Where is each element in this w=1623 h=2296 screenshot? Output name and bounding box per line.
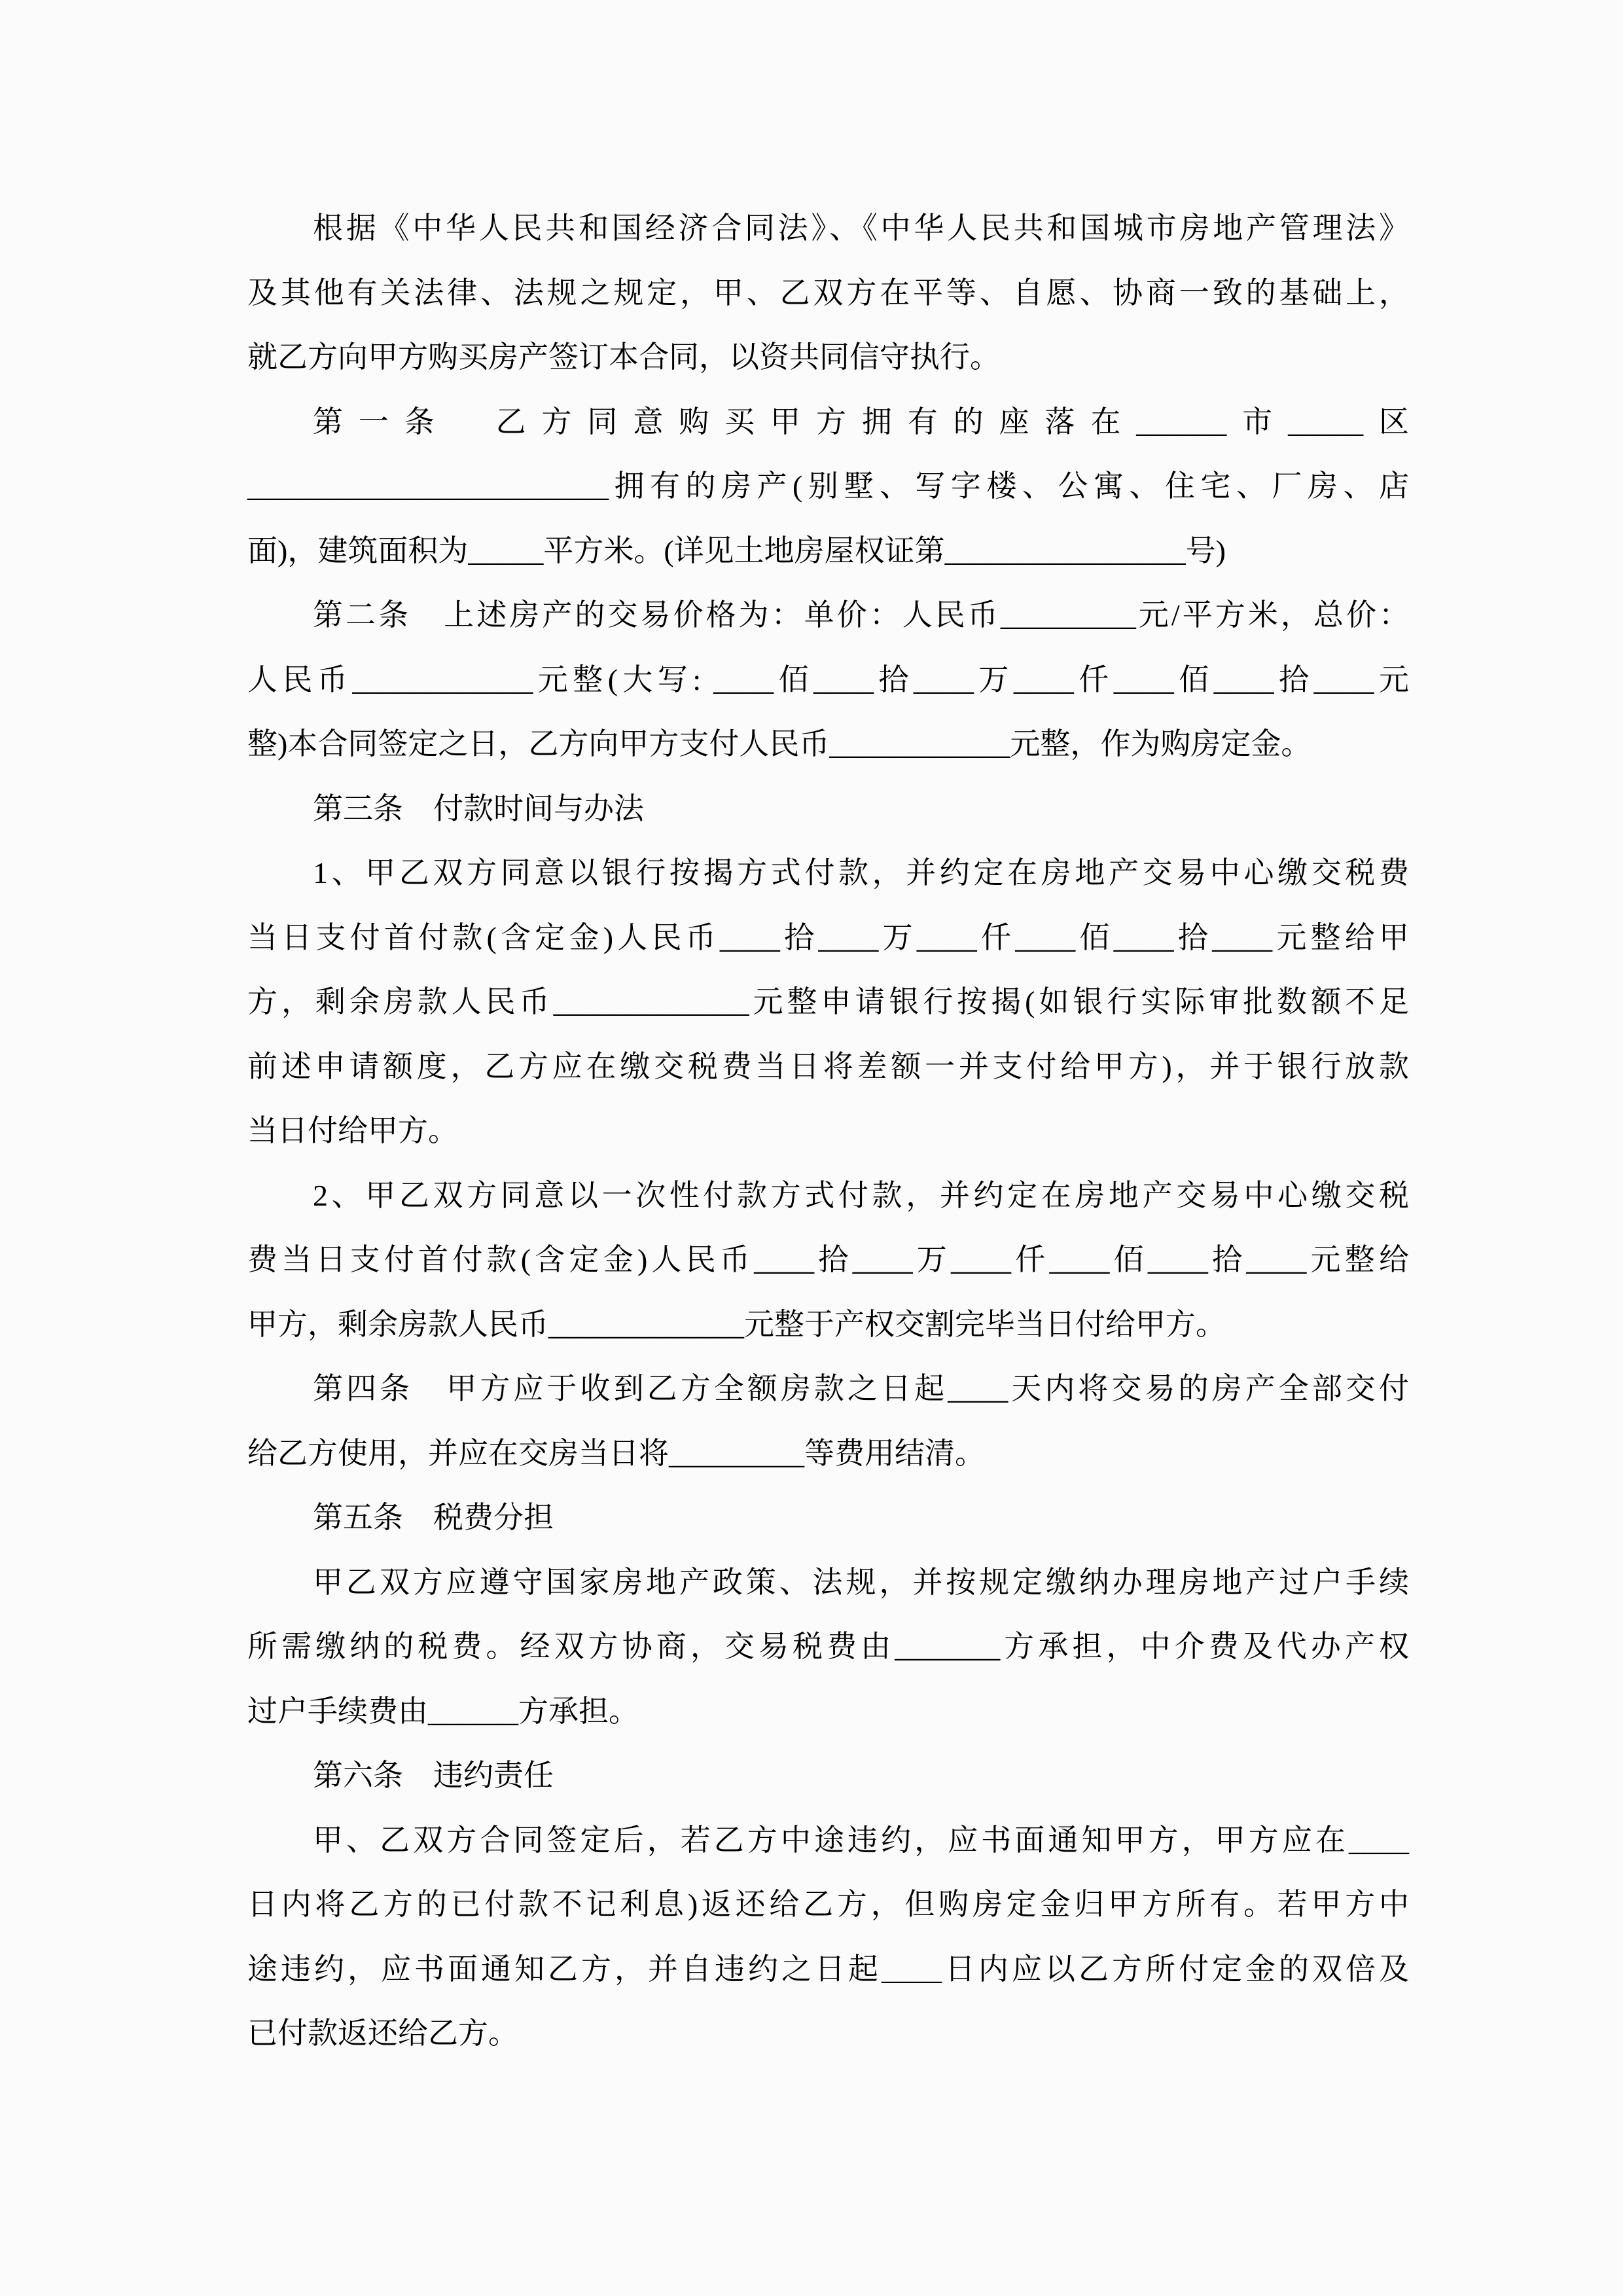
contract-line-19-clause-4: 第四条 甲方应于收到乙方全额房款之日起____天内将交易的房产全部交付 xyxy=(313,1372,1409,1405)
contract-line-04-clause-1: 第一条 乙方同意购买甲方拥有的座落在______市_____区 xyxy=(313,404,1410,439)
contract-line-21-clause-5: 第五条 税费分担 xyxy=(313,1501,554,1534)
contract-line-23: 所需缴纳的税费。经双方协商，交易税费由_______方承担，中介费及代办产权 xyxy=(247,1630,1409,1663)
contract-line-13: 方，剩余房款人民币_____________元整申请银行按揭(如银行实际审批数额不足 xyxy=(247,985,1409,1018)
contract-line-01: 根据《中华人民共和国经济合同法》、《中华人民共和国城市房地产管理法》 xyxy=(313,211,1409,245)
contract-document xyxy=(247,196,1409,2066)
contract-line-16: 2、甲乙双方同意以一次性付款方式付款，并约定在房地产交易中心缴交税 xyxy=(313,1178,1409,1212)
contract-line-24: 过户手续费由______方承担。 xyxy=(247,1694,639,1728)
contract-line-17: 费当日支付首付款(含定金)人民币____拾____万____仟____佰____拾____元整给 xyxy=(247,1243,1409,1276)
contract-line-14: 前述申请额度，乙方应在缴交税费当日将差额一并支付给甲方)，并于银行放款 xyxy=(247,1049,1409,1083)
contract-line-29: 已付款返还给乙方。 xyxy=(247,2017,518,2050)
contract-line-26: 甲、乙双方合同签定后，若乙方中途违约，应书面通知甲方，甲方应在____ xyxy=(313,1823,1409,1857)
contract-line-15: 当日付给甲方。 xyxy=(247,1114,458,1147)
contract-line-11: 1、甲乙双方同意以银行按揭方式付款，并约定在房地产交易中心缴交税费 xyxy=(313,856,1409,889)
contract-line-12: 当日支付首付款(含定金)人民币____拾____万____仟____佰____拾____元整给甲 xyxy=(247,920,1409,954)
contract-line-20: 给乙方使用，并应在交房当日将_________等费用结清。 xyxy=(247,1436,985,1470)
contract-line-05: ________________________拥有的房产(别墅、写字楼、公寓、住宅、厂房、店 xyxy=(247,469,1409,503)
contract-line-03: 就乙方向甲方购买房产签订本合同，以资共同信守执行。 xyxy=(247,340,1000,374)
contract-line-07-clause-2: 第二条 上述房产的交易价格为：单价：人民币_________元/平方米，总价： xyxy=(313,598,1409,632)
contract-line-27: 日内将乙方的已付款不记利息)返还给乙方，但购房定金归甲方所有。若甲方中 xyxy=(247,1888,1409,1921)
contract-line-22: 甲乙双方应遵守国家房地产政策、法规，并按规定缴纳办理房地产过户手续 xyxy=(313,1565,1409,1599)
contract-line-18: 甲方，剩余房款人民币_____________元整于产权交割完毕当日付给甲方。 xyxy=(247,1307,1226,1341)
contract-line-25-clause-6: 第六条 违约责任 xyxy=(313,1759,554,1792)
contract-line-06: 面)，建筑面积为_____平方米。(详见土地房屋权证第________________号) xyxy=(247,533,1226,567)
contract-line-28: 途违约，应书面通知乙方，并自违约之日起____日内应以乙方所付定金的双倍及 xyxy=(247,1952,1409,1986)
contract-line-10-clause-3: 第三条 付款时间与办法 xyxy=(313,791,644,825)
contract-line-08: 人民币____________元整(大写: ____佰____拾____万____仟____佰____拾____元 xyxy=(247,662,1409,696)
contract-line-09: 整)本合同签定之日，乙方向甲方支付人民币____________元整，作为购房定金。 xyxy=(247,727,1311,761)
contract-line-02: 及其他有关法律、法规之规定，甲、乙双方在平等、自愿、协商一致的基础上， xyxy=(247,276,1409,310)
